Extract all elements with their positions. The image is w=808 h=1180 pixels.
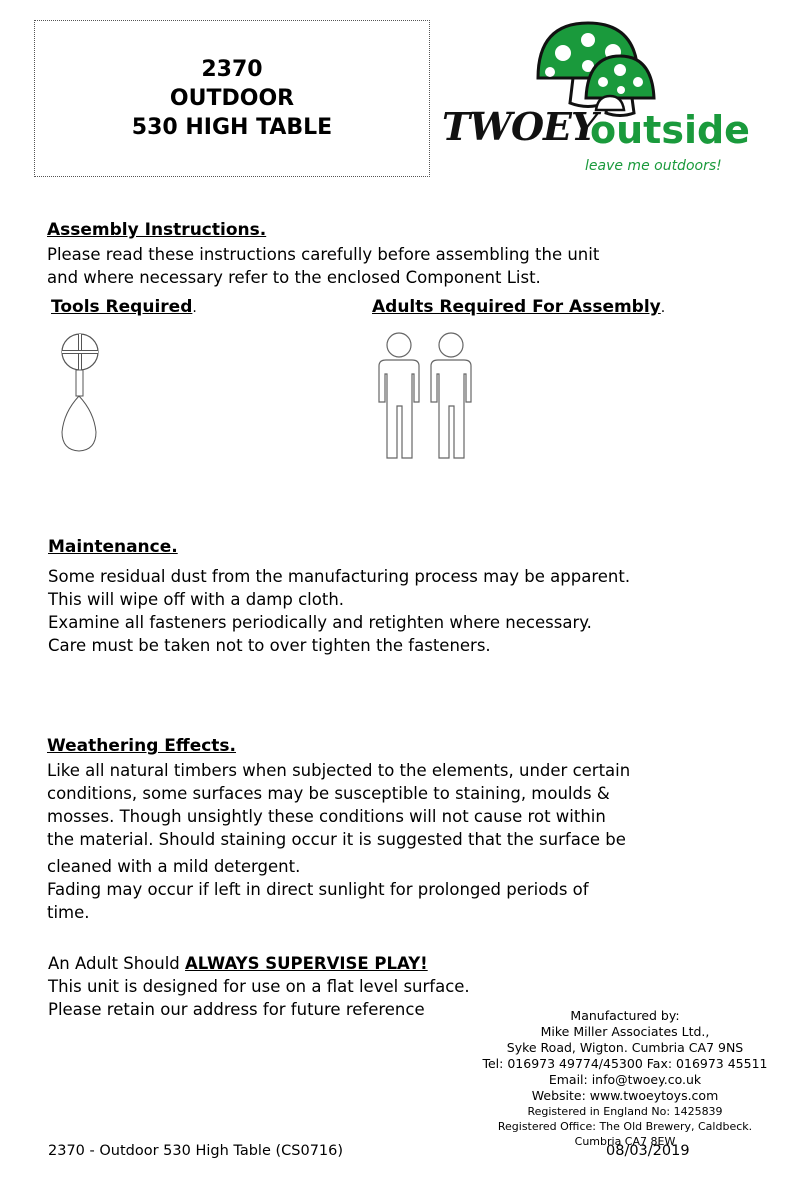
manufacturer-line: Tel: 016973 49774/45300 Fax: 016973 45511: [482, 1056, 768, 1071]
tools-heading-row: Tools Required.: [51, 297, 197, 317]
weathering-heading: Weathering Effects.: [47, 736, 237, 756]
title-box: [34, 20, 430, 177]
manufacturer-line: Email: info@twoey.co.uk: [548, 1072, 702, 1087]
supervise-warning: ALWAYS SUPERVISE PLAY!: [185, 954, 428, 973]
weathering-line: Like all natural timbers when subjected to the elements, under certain: [47, 761, 631, 780]
weathering-text: [47, 759, 630, 924]
safety-text: [48, 952, 470, 1021]
maintenance-line: Examine all fasteners periodically and retighten where necessary.: [48, 613, 592, 632]
weathering-line: mosses. Though unsightly these conditions will not cause rot within: [47, 807, 606, 826]
safety-line: This unit is designed for use on a flat level surface.: [48, 977, 470, 996]
manufacturer-block: [470, 1008, 780, 1149]
manufacturer-line: Website: www.twoeytoys.com: [531, 1088, 719, 1103]
supervise-prefix: An Adult Should: [48, 954, 186, 973]
assembly-heading: Assembly Instructions.: [47, 220, 267, 240]
adults-heading: Adults Required For Assembly: [372, 297, 661, 317]
person-icon: [431, 333, 471, 458]
weathering-line: Fading may occur if left in direct sunlight for prolonged periods of: [47, 880, 589, 899]
supervise-line: [48, 952, 470, 975]
screwdriver-icon: [56, 332, 106, 454]
brand-name-left: TWOEY: [442, 104, 598, 149]
tools-heading: Tools Required: [51, 297, 193, 317]
weathering-line: time.: [47, 903, 90, 922]
manufacturer-line: Manufactured by:: [570, 1008, 680, 1023]
weathering-line: cleaned with a mild detergent.: [47, 857, 301, 876]
manufacturer-line: Mike Miller Associates Ltd.,: [540, 1024, 710, 1039]
maintenance-text: [48, 565, 630, 657]
assembly-text: [47, 243, 599, 289]
weathering-line: conditions, some surfaces may be susceptible to staining, moulds &: [47, 784, 610, 803]
product-name: 530 HIGH TABLE: [131, 115, 333, 140]
adults-icon: [374, 330, 482, 462]
adults-heading-row: Adults Required For Assembly.: [372, 297, 666, 317]
person-icon: [379, 333, 419, 458]
maintenance-line: This will wipe off with a damp cloth.: [48, 590, 345, 609]
registration-line: Registered in England No: 1425839: [527, 1105, 723, 1118]
brand-tagline: leave me outdoors!: [585, 158, 722, 174]
weathering-line: the material. Should staining occur it is suggested that the surface be: [47, 830, 626, 849]
brand-logo: [438, 18, 778, 183]
maintenance-line: Care must be taken not to over tighten the fasteners.: [48, 636, 491, 655]
registration-line: Registered Office: The Old Brewery, Caldbeck.: [497, 1120, 753, 1133]
product-code: 2370: [201, 57, 263, 82]
maintenance-heading: Maintenance.: [48, 537, 178, 557]
assembly-line: and where necessary refer to the enclosed Component List.: [47, 268, 541, 287]
assembly-line: Please read these instructions carefully before assembling the unit: [47, 245, 600, 264]
document-reference: 2370 - Outdoor 530 High Table (CS0716): [48, 1143, 344, 1159]
registration-line: Cumbria CA7 8EW: [574, 1135, 676, 1148]
document-date: 08/03/2019: [606, 1143, 690, 1159]
maintenance-line: Some residual dust from the manufacturing process may be apparent.: [48, 567, 631, 586]
safety-line: Please retain our address for future reference: [48, 1000, 425, 1019]
manufacturer-line: Syke Road, Wigton. Cumbria CA7 9NS: [506, 1040, 744, 1055]
brand-name-right: outside: [590, 108, 750, 152]
product-category: OUTDOOR: [169, 86, 295, 111]
